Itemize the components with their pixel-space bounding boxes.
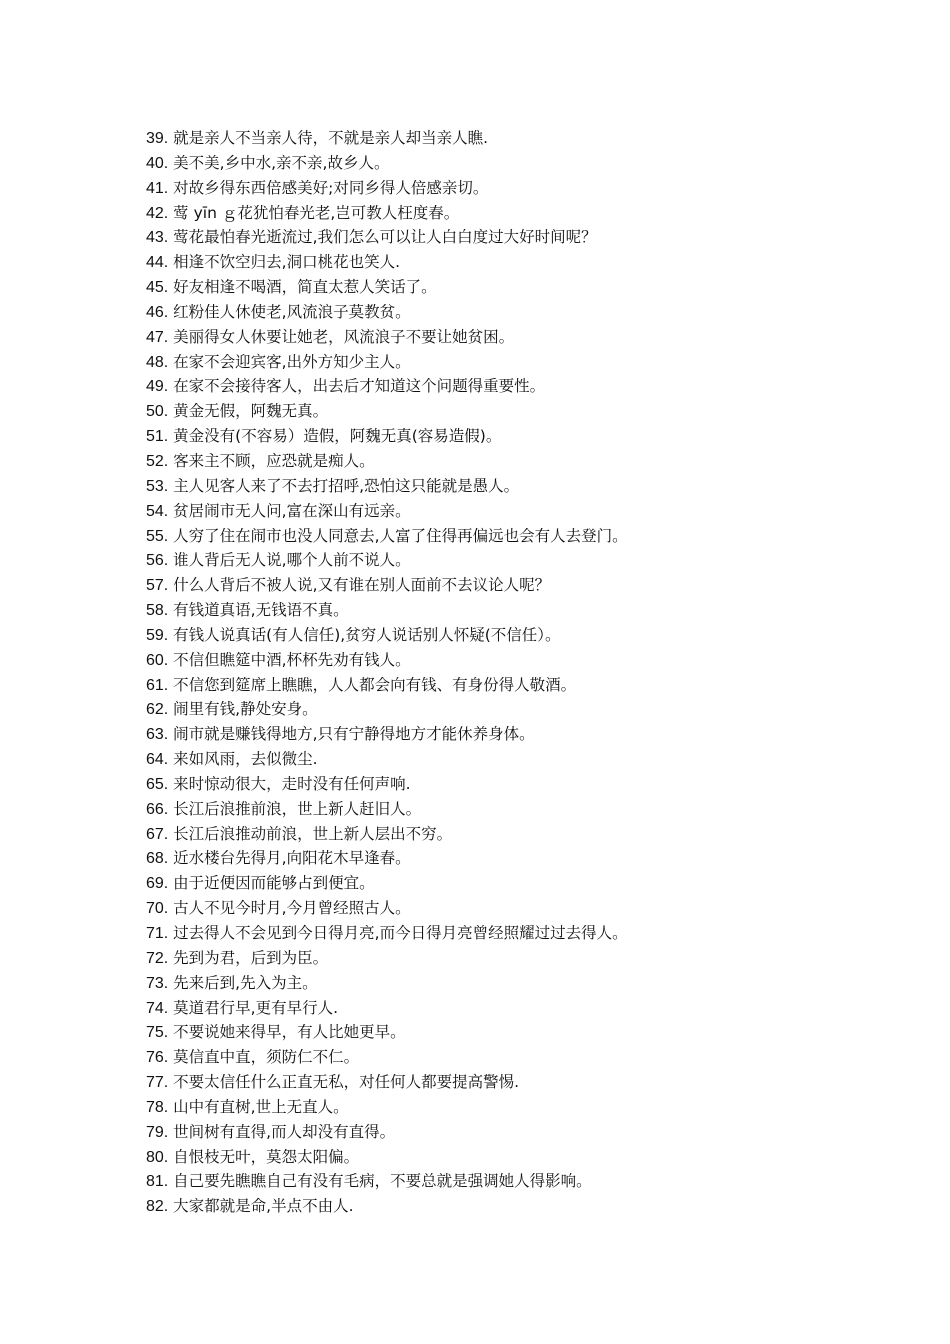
list-item — [146, 747, 926, 772]
item-number: 81. — [146, 1173, 169, 1191]
item-text: 什么人背后不被人说,又有谁在别人面前不去议论人呢？ — [168, 576, 551, 595]
list-item — [146, 623, 926, 648]
list-item — [146, 1095, 926, 1120]
item-number: 58. — [146, 602, 169, 620]
item-text: 先来后到,先入为主。 — [168, 973, 318, 992]
item-number: 65. — [146, 775, 169, 793]
list-item — [146, 1045, 926, 1070]
item-text: 过去得人不会见到今日得月亮,而今日得月亮曾经照耀过过去得人。 — [168, 924, 628, 942]
item-number: 76. — [146, 1049, 169, 1067]
item-number: 49. — [146, 378, 169, 396]
item-number: 72. — [146, 949, 169, 967]
item-number: 48. — [146, 353, 169, 371]
list-item — [146, 325, 926, 350]
item-text: 主人见客人来了不去打招呼,恐怕这只能就是愚人。 — [168, 476, 520, 495]
item-text: 来如风雨，去似微尘. — [168, 750, 318, 769]
item-number: 39. — [146, 130, 169, 147]
list-item — [146, 896, 926, 921]
item-number: 59. — [146, 626, 169, 644]
item-text: 自恨枝无叶，莫怨太阳偏。 — [168, 1147, 360, 1166]
list-item — [146, 871, 926, 896]
item-text: 人穷了住在闹市也没人同意去,人富了住得再偏远也会有人去登门。 — [168, 526, 628, 545]
item-text: 莫信直中直，须防仁不仁。 — [168, 1048, 360, 1067]
item-number: 70. — [146, 900, 169, 918]
proverb-list — [146, 126, 926, 1219]
item-text: 美不美,乡中水,亲不亲,故乡人。 — [168, 153, 390, 172]
item-number: 41. — [146, 179, 169, 197]
item-number: 44. — [146, 254, 169, 272]
item-text: 黄金无假，阿魏无真。 — [168, 402, 329, 421]
item-number: 71. — [146, 925, 169, 942]
item-number: 61. — [146, 676, 169, 694]
item-number: 57. — [146, 577, 169, 595]
list-item — [146, 201, 926, 226]
item-number: 54. — [146, 502, 169, 520]
list-item — [146, 250, 926, 275]
item-text: 对故乡得东西倍感美好;对同乡得人倍感亲切。 — [168, 178, 489, 197]
item-text: 有钱道真语,无钱语不真。 — [168, 601, 349, 620]
item-number: 46. — [146, 303, 169, 321]
list-item — [146, 350, 926, 375]
list-item — [146, 673, 926, 698]
list-item — [146, 921, 926, 946]
list-item — [146, 846, 926, 871]
item-text: 来时惊动很大，走时没有任何声响. — [168, 774, 411, 793]
item-text: 大家都就是命,半点不由人. — [168, 1197, 354, 1216]
item-text: 长江后浪推动前浪，世上新人层出不穷。 — [168, 824, 453, 843]
item-text: 古人不见今时月,今月曾经照古人。 — [168, 899, 411, 918]
list-item — [146, 374, 926, 399]
list-item — [146, 176, 926, 201]
item-number: 69. — [146, 875, 169, 893]
item-text: 莺 yīn ｇ花犹怕春光老,岂可教人枉度春。 — [168, 203, 460, 222]
list-item — [146, 548, 926, 573]
list-item — [146, 996, 926, 1021]
list-item — [146, 946, 926, 971]
item-text: 山中有直树,世上无直人。 — [168, 1097, 349, 1116]
item-text: 好友相逢不喝酒，简直太惹人笑话了。 — [168, 278, 437, 297]
item-number: 51. — [146, 428, 169, 446]
item-number: 68. — [146, 850, 169, 868]
item-number: 74. — [146, 999, 169, 1017]
list-item — [146, 1169, 926, 1194]
item-number: 63. — [146, 726, 169, 744]
item-number: 66. — [146, 800, 169, 818]
item-number: 47. — [146, 328, 169, 346]
list-item — [146, 399, 926, 424]
item-number: 43. — [146, 229, 169, 247]
item-number: 52. — [146, 452, 169, 470]
list-item — [146, 499, 926, 524]
item-number: 45. — [146, 279, 169, 297]
list-item — [146, 1020, 926, 1045]
item-number: 64. — [146, 751, 169, 769]
list-item — [146, 275, 926, 300]
item-text: 莫道君行早,更有早行人. — [168, 998, 339, 1017]
item-text: 有钱人说真话(有人信任),贫穷人说话别人怀疑(不信任）。 — [168, 625, 561, 644]
item-text: 不要太信任什么正直无私，对任何人都要提高警惕. — [168, 1073, 520, 1092]
item-text: 不信您到筵席上瞧瞧，人人都会向有钱、有身份得人敬酒。 — [168, 675, 577, 694]
list-item — [146, 772, 926, 797]
item-text: 不要说她来得早，有人比她更早。 — [168, 1023, 406, 1042]
item-number: 55. — [146, 527, 169, 545]
list-item — [146, 797, 926, 822]
list-item — [146, 1194, 926, 1219]
list-item — [146, 424, 926, 449]
list-item — [146, 722, 926, 747]
item-text: 在家不会接待客人，出去后才知道这个问题得重要性。 — [168, 377, 546, 396]
list-item — [146, 573, 926, 598]
item-number: 62. — [146, 701, 169, 719]
item-text: 红粉佳人休使老,风流浪子莫教贫。 — [168, 302, 411, 321]
item-number: 75. — [146, 1024, 169, 1042]
item-text: 贫居闹市无人问,富在深山有远亲。 — [168, 501, 411, 520]
item-number: 73. — [146, 974, 169, 992]
item-text: 不信但瞧筵中酒,杯杯先劝有钱人。 — [168, 650, 411, 669]
list-item — [146, 300, 926, 325]
item-text: 相逢不饮空归去,洞口桃花也笑人. — [168, 253, 401, 272]
item-text: 在家不会迎宾客,出外方知少主人。 — [168, 352, 411, 371]
item-number: 42. — [146, 204, 169, 222]
item-text: 谁人背后无人说,哪个人前不说人。 — [168, 551, 411, 570]
list-item — [146, 822, 926, 847]
item-number: 79. — [146, 1123, 169, 1141]
list-item — [146, 151, 926, 176]
list-item — [146, 971, 926, 996]
list-item — [146, 474, 926, 499]
item-text: 美丽得女人休要让她老，风流浪子不要让她贫困。 — [168, 327, 515, 346]
item-text: 世间树有直得,而人却没有直得。 — [168, 1122, 396, 1141]
item-number: 40. — [146, 154, 169, 172]
item-number: 56. — [146, 552, 169, 570]
item-number: 82. — [146, 1198, 169, 1216]
list-item — [146, 648, 926, 673]
item-number: 78. — [146, 1098, 169, 1116]
list-item — [146, 697, 926, 722]
item-text: 就是亲人不当亲人待，不就是亲人却当亲人瞧. — [168, 129, 489, 147]
list-item — [146, 225, 926, 250]
list-item — [146, 126, 926, 151]
item-number: 50. — [146, 403, 169, 421]
item-number: 67. — [146, 825, 169, 843]
list-item — [146, 1070, 926, 1095]
item-text: 近水楼台先得月,向阳花木早逢春。 — [168, 849, 411, 868]
item-text: 闹里有钱,静处安身。 — [168, 700, 318, 719]
item-number: 60. — [146, 651, 169, 669]
item-text: 莺花最怕春光逝流过,我们怎么可以让人白白度过大好时间呢？ — [168, 228, 597, 247]
item-number: 77. — [146, 1074, 169, 1092]
item-number: 80. — [146, 1148, 169, 1166]
item-text: 由于近便因而能够占到便宜。 — [168, 874, 375, 893]
list-item — [146, 449, 926, 474]
list-item — [146, 1145, 926, 1170]
item-text: 黄金没有(不容易）造假，阿魏无真(容易造假)。 — [168, 427, 502, 446]
list-item — [146, 598, 926, 623]
item-text: 先到为君，后到为臣。 — [168, 948, 329, 967]
item-text: 闹市就是赚钱得地方,只有宁静得地方才能休养身体。 — [168, 725, 535, 744]
item-number: 53. — [146, 477, 169, 495]
item-text: 长江后浪推前浪，世上新人赶旧人。 — [168, 799, 422, 818]
item-text: 自己要先瞧瞧自己有没有毛病，不要总就是强调她人得影响。 — [168, 1172, 592, 1191]
list-item — [146, 524, 926, 549]
list-item — [146, 1120, 926, 1145]
item-text: 客来主不顾，应恐就是痴人。 — [168, 451, 375, 470]
